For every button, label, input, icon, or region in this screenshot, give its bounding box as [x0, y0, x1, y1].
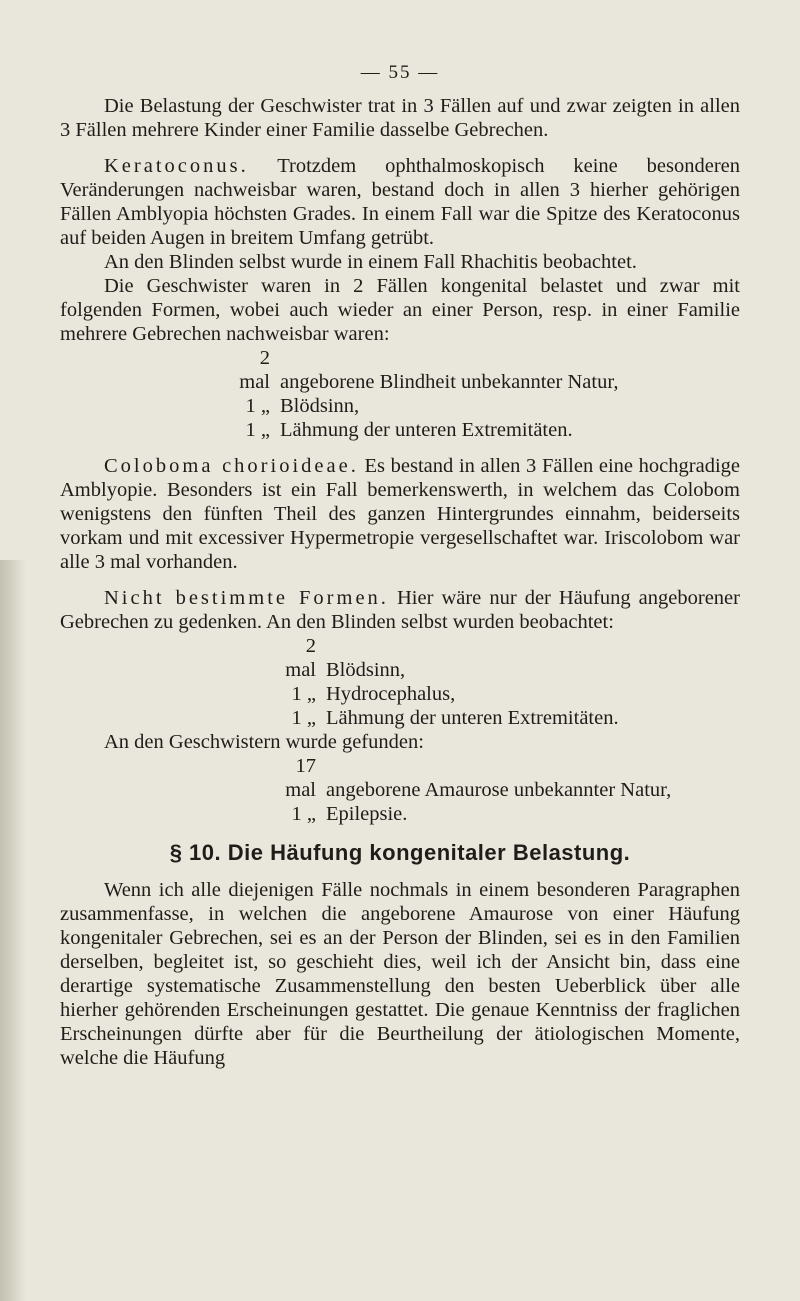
list-item-count: 1 „ [291, 707, 316, 729]
term-coloboma: Coloboma chorioideae. [104, 455, 359, 477]
paragraph-nicht-bestimmte [60, 586, 740, 634]
paragraph-coloboma [60, 454, 740, 574]
list-item [284, 754, 740, 802]
list-blinden [284, 634, 740, 730]
paragraph-geschwister-belastet: Die Geschwister waren in 2 Fällen kongenital belastet und zwar mit folgenden Formen, wobei auch wieder an einer Person, resp. in einer Familie mehrere Gebrechen nachweisbar waren: [60, 275, 740, 345]
nicht-bestimmte-text: Hier wäre nur der Häufung angeborener Gebrechen zu gedenken. An den Blinden selbst wurden beobachtet: [60, 587, 740, 633]
paragraph-rhachitis: An den Blinden selbst wurde in einem Fall Rhachitis beobachtet. [104, 251, 637, 273]
book-page [60, 62, 740, 1070]
keratoconus-text: Trotzdem ophthalmoskopisch keine besonderen Veränderungen nachweisbar waren, bestand doch in allen 3 hierher gehörigen Fällen Amblyopia höchsten Grades. In einem Fall war die Spitze des Keratoconus auf beiden Augen in breitem Umfang getrübt. [60, 155, 740, 249]
list-item-count: 1 „ [245, 419, 270, 441]
list-item-count: 2 mal [239, 347, 270, 393]
list-item-count: 1 „ [291, 683, 316, 705]
list-item-count: 1 „ [245, 395, 270, 417]
paragraph-haeufung: Wenn ich alle diejenigen Fälle nochmals in einem besonderen Paragraphen zusammenfasse, in welchen die angeborene Amaurose von einer Häufung kongenitaler Gebrechen, sei es an der Person der Blinden, sei es in den Familien derselben, begleitet ist, so geschieht dies, weil ich der Ansicht bin, dass eine derartige systematische Zusammenstellung den besten Ueberblick über alle hierher gehörenden Erscheinungen gestattet. Die genaue Kenntniss der fraglichen Erscheinungen dürfte aber für die Beurtheilung der ätiologischen Momente, welche die Häufung [60, 879, 740, 1069]
page-number: — 55 — [360, 62, 440, 83]
list-item-text: Epilepsie. [326, 803, 408, 825]
list-item-text: angeborene Amaurose unbekannter Natur, [326, 779, 672, 801]
list-item-count: 2 mal [285, 635, 316, 681]
section-heading: § 10. Die Häufung kongenitaler Belastung. [169, 840, 631, 865]
list-item [284, 634, 740, 682]
term-nicht-bestimmte: Nicht bestimmte Formen. [104, 587, 389, 609]
list-item-text: Blödsinn, [326, 659, 406, 681]
list-keratoconus-geschwister [238, 346, 740, 442]
list-item [238, 346, 740, 394]
list-item-text: Lähmung der unteren Extremitäten. [280, 419, 573, 441]
list-item-text: Hydrocephalus, [326, 683, 456, 705]
paragraph-keratoconus [60, 154, 740, 250]
list-item-count: 1 „ [291, 803, 316, 825]
list-geschwistern [284, 754, 740, 826]
list-item-text: Blödsinn, [280, 395, 360, 417]
page-edge-shadow [0, 560, 26, 1301]
list-item [284, 682, 740, 706]
paragraph-geschwistern-gefunden: An den Geschwistern wurde gefunden: [104, 731, 424, 753]
list-item [284, 802, 740, 826]
paragraph-geschwister: Die Belastung der Geschwister trat in 3 Fällen auf und zwar zeigten in allen 3 Fällen mehrere Kinder einer Familie dasselbe Gebrechen. [60, 95, 740, 141]
coloboma-text: Es bestand in allen 3 Fällen eine hochgradige Amblyopie. Besonders ist ein Fall bemerkenswerth, in welchem das Colobom wenigstens den fünften Theil des ganzen Hintergrundes einnahm, beiderseits vorkam und mit excessiver Hypermetropie vergesellschaftet war. Iriscolobom war alle 3 mal vorhanden. [60, 455, 741, 573]
list-item [284, 706, 740, 730]
list-item [238, 418, 740, 442]
list-item-count: 17 mal [285, 755, 316, 801]
list-item-text: Lähmung der unteren Extremitäten. [326, 707, 619, 729]
list-item-text: angeborene Blindheit unbekannter Natur, [280, 371, 619, 393]
list-item [238, 394, 740, 418]
term-keratoconus: Keratoconus. [104, 155, 249, 177]
